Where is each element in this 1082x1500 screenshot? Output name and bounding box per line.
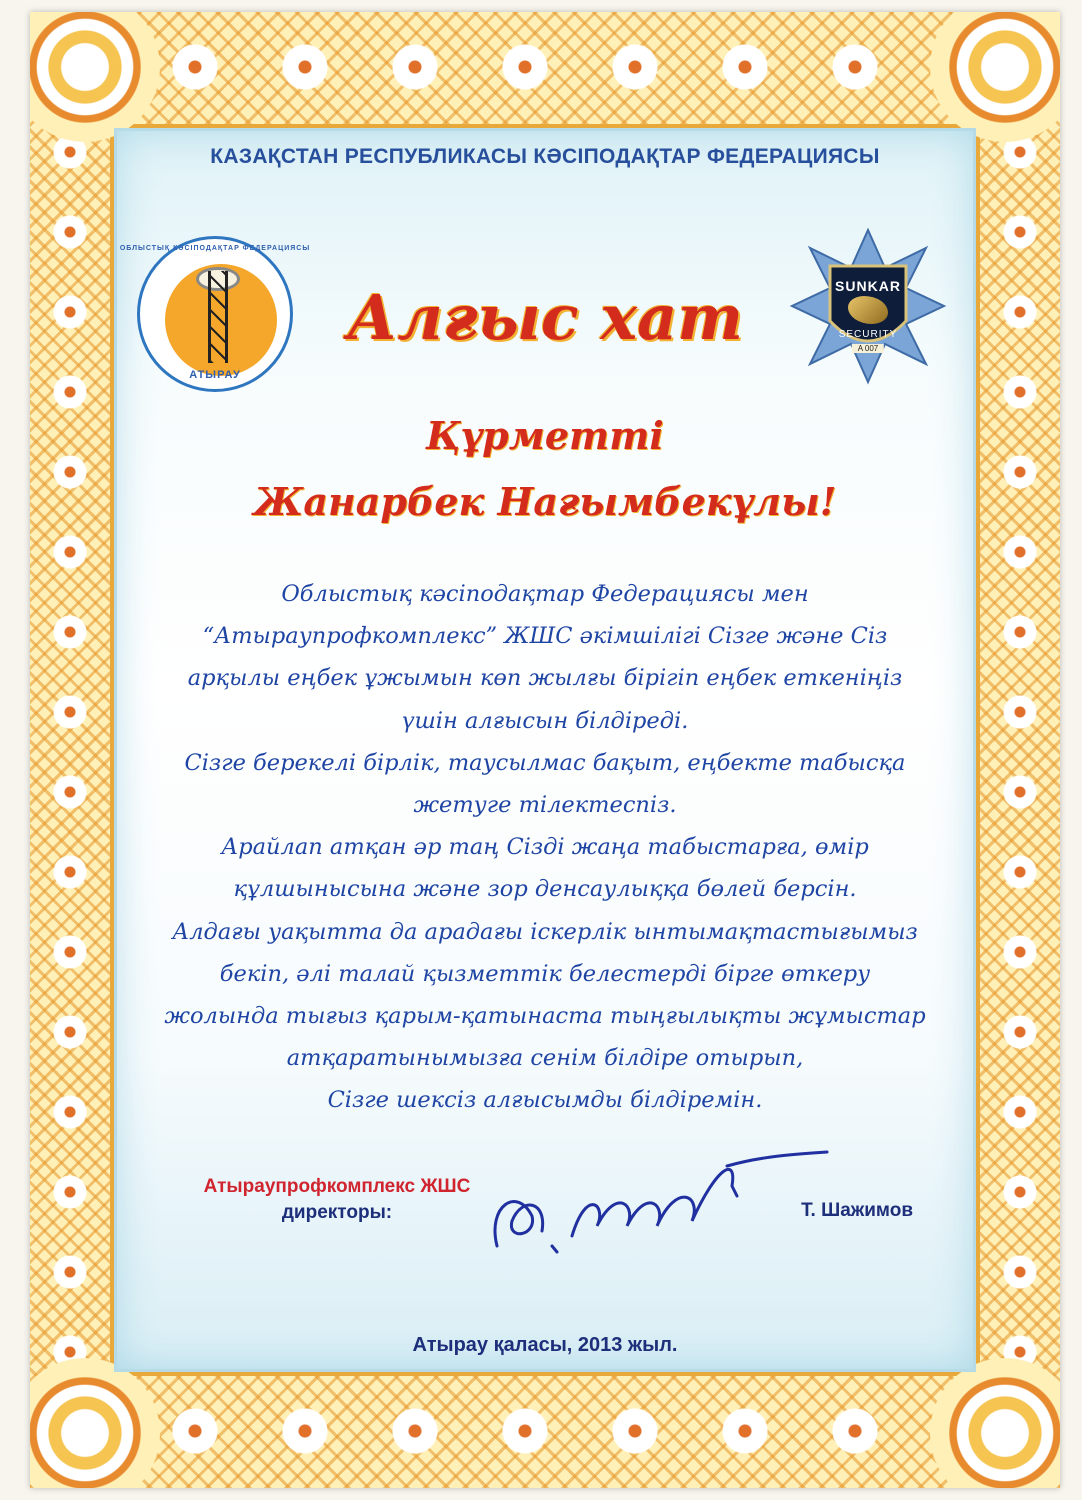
federation-header: КАЗАҚСТАН РЕСПУБЛИКАСЫ КӘСІПОДАҚТАР ФЕДЕРАЦИЯСЫ xyxy=(210,145,880,168)
ornament-border-bottom xyxy=(30,1372,1060,1488)
body-line: “Атыраупрофкомплекс” ЖШС әкімшілігі Сізге және Сіз xyxy=(202,623,888,650)
greeting xyxy=(117,403,973,535)
body-line: құлшынысына және зор денсаулыққа бөлей берсін. xyxy=(233,876,857,903)
body-line: бекіп, әлі талай қызметтік белестерді бірге өткеру xyxy=(219,960,871,987)
body-line: Сізге шексіз алғысымды білдіремін. xyxy=(327,1087,763,1114)
body-line: Сізге берекелі бірлік, таусылмас бақыт, еңбекте табысқа xyxy=(184,749,906,776)
ornament-border-right xyxy=(976,112,1060,1388)
logo-ring-text-bottom: АТЫРАУ xyxy=(189,369,241,381)
body-line: Арайлап атқан әр таң Сізді жаңа табыстарға, өмір xyxy=(221,834,869,861)
body-line: жетуге тілектеспіз. xyxy=(413,792,677,819)
badge-number: A 007 xyxy=(852,344,884,353)
handwritten-signature xyxy=(477,1126,837,1266)
signatory-name: Т. Шажимов xyxy=(801,1200,913,1221)
body-line: Облыстық кәсіподақтар Федерациясы мен xyxy=(281,581,809,607)
ornament-border-left xyxy=(30,112,114,1388)
greeting-line-1: Құрметті xyxy=(426,413,664,458)
logo-ring-text-top: ОБЛЫСТЫҚ КӘСІПОДАҚТАР ФЕДЕРАЦИЯСЫ xyxy=(119,245,311,252)
body-line: үшін алғысын білдіреді. xyxy=(401,707,689,734)
ornament-border-top xyxy=(30,12,1060,128)
body-line: Алдағы уақытта да арадағы іскерлік ынтымақтастығымыз xyxy=(172,918,918,945)
letter-body xyxy=(157,573,933,1122)
body-line: атқаратынымызға сенім білдіре отырып, xyxy=(286,1045,804,1072)
badge-subtitle: SECURITY xyxy=(838,329,898,340)
signatory-organization xyxy=(177,1174,497,1226)
document-title: Алғыс хат xyxy=(347,281,743,354)
signatory-org-line-1: Атыраупрофкомплекс ЖШС xyxy=(203,1176,471,1197)
certificate-content xyxy=(114,128,976,1372)
badge-brand: SUNKAR xyxy=(835,278,901,294)
body-line: жолында тығыз қарым-қатынаста тыңғылықты жұмыстар xyxy=(164,1003,926,1030)
body-line: арқылы еңбек ұжымын көп жылғы бірігіп еңбек еткеніңіз xyxy=(187,665,903,692)
signatory-org-line-2: директоры: xyxy=(281,1202,393,1223)
place-and-date: Атырау қаласы, 2013 жыл. xyxy=(412,1334,678,1356)
certificate-page xyxy=(30,12,1060,1488)
greeting-line-2: Жанарбек Нағымбекұлы! xyxy=(253,479,837,524)
